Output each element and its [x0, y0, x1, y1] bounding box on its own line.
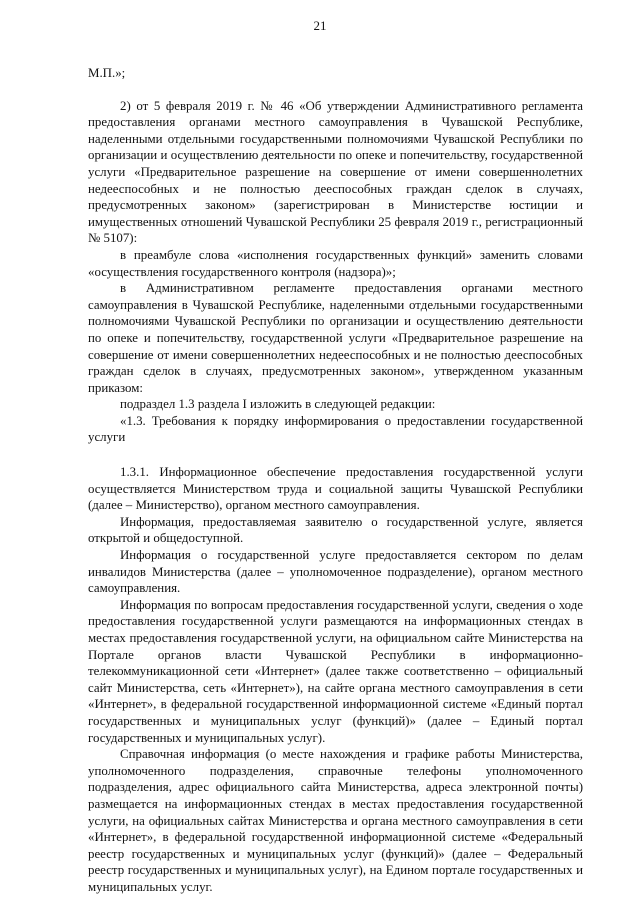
- paragraph-preamble: в преамбуле слова «исполнения государственных функций» заменить словами «осуществления государственного контроля (надзора)»;: [88, 247, 583, 279]
- paragraph-1-3-1: 1.3.1. Информационное обеспечение предоставления государственной услуги осуществляется Министерством труда и социальной защиты Чувашской Республики (далее – Министерство), органом местного самоуправления.: [88, 465, 583, 513]
- paragraph-reference-info: Справочная информация (о месте нахождения и графике работы Министерства, уполномоченного подразделения, справочные телефоны уполномоченного подразделения, адрес официального сайта Министерства, адреса электронной почты) размещается на информационных стендах в местах предоставления государственной услуги, на официальных сайтах Министерства и органа местного самоуправления в сети «Интернет», в федеральной государственной информационной системе «Федеральный реестр государственных и муниципальных услуг (функций)» (далее – Федеральный реестр государственных и муниципальных услуг), на Едином портале государственных и муниципальных услуг.: [88, 747, 583, 894]
- document-body: [88, 65, 583, 896]
- paragraph-regulation: в Административном регламенте предоставления органами местного самоуправления в Чувашской Республике, наделенными отдельными государственными полномочиями Чувашской Республики по организации и осуществлению деятельности по опеке и попечительству, государственной услуги «Предварительное разрешение на совершение от имени совершеннолетних недееспособных и не полностью дееспособных граждан сделок в случаях, предусмотренных законом», утвержденном указанным приказом:: [88, 281, 583, 395]
- paragraph-subsection-instruction: подраздел 1.3 раздела I изложить в следующей редакции:: [120, 397, 436, 412]
- paragraph-info-placement: Информация по вопросам предоставления государственной услуги, сведения о ходе предоставления государственной услуги размещаются на информационных стендах в местах предоставления государственной услуги, на официальном сайте Министерства на Портале органов власти Чувашской Республики в информационно-телекоммуникационной сети «Интернет» (далее также соответственно – официальный сайт Министерства, сеть «Интернет»), на сайте органа местного самоуправления в сети «Интернет», в федеральной государственной информационной системе «Единый портал государственных и муниципальных услуг (функций)» (далее – Единый портал государственных и муниципальных услуг).: [88, 597, 583, 745]
- section-heading-1-3: «1.3. Требования к порядку информирования о предоставлении государственной услуги: [88, 413, 583, 445]
- paragraph-mp: М.П.»;: [88, 66, 126, 80]
- paragraph-order-2: 2) от 5 февраля 2019 г. № 46 «Об утверждении Административного регламента предоставления органами местного самоуправления в Чувашской Республике, наделенными отдельными государственными полномочиями Чувашской Республики по организации и осуществлению деятельности по опеке и попечительству, государственной услуги «Предварительное разрешение на совершение от имени совершеннолетних недееспособных и не полностью дееспособных граждан сделок в случаях, предусмотренных законом» (зарегистрирован в Министерстве юстиции и имущественных отношений Чувашской Республики 25 февраля 2019 г., регистрационный № 5107):: [88, 98, 583, 246]
- paragraph-open-info: Информация, предоставляемая заявителю о государственной услуге, является открытой и общедоступной.: [88, 514, 583, 546]
- page-number: 21: [313, 18, 327, 33]
- paragraph-info-provider: Информация о государственной услуге предоставляется сектором по делам инвалидов Министерства (далее – уполномоченное подразделение), органом местного самоуправления.: [88, 548, 583, 596]
